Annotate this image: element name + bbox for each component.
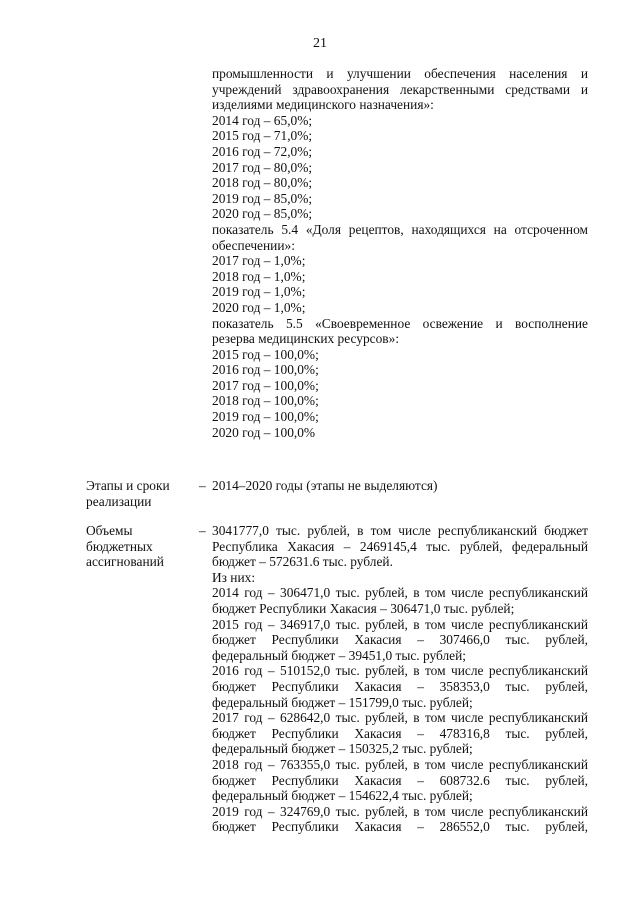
text-line: 2019 год – 85,0%; — [212, 190, 313, 206]
text-line: 3041777,0 тыс. рублей, в том числе республиканский бюджет — [212, 523, 588, 538]
text-line: учреждений здравоохранения лекарственными средствами и — [212, 81, 588, 97]
text-line: 2020 год – 100,0% — [212, 424, 316, 440]
text-line: резерва медицинских ресурсов»: — [212, 331, 400, 347]
text-line: 2014–2020 годы (этапы не выделяются) — [212, 478, 438, 493]
text-line: 2019 год – 1,0%; — [212, 284, 306, 300]
text-line: федеральный бюджет – 150325,2 тыс. рублей; — [212, 741, 473, 757]
stages-label — [86, 478, 196, 509]
text-line: 2017 год – 80,0%; — [212, 159, 313, 175]
text-line: 2015 год – 71,0%; — [212, 128, 313, 144]
indicators-block — [212, 66, 588, 440]
stages-dash: – — [199, 478, 206, 493]
text-line: 2017 год – 100,0%; — [212, 377, 319, 393]
text-line: обеспечении»: — [212, 237, 295, 253]
funding-dash: – — [199, 523, 206, 538]
text-line: 2017 год – 1,0%; — [212, 253, 306, 269]
text-line: 2016 год – 100,0%; — [212, 362, 319, 378]
text-line: 2014 год – 306471,0 тыс. рублей, в том числе республиканский — [212, 585, 588, 601]
text-line: 2016 год – 72,0%; — [212, 143, 313, 159]
text-line: бюджет Республики Хакасия – 286552,0 тыс. рублей, — [212, 819, 588, 835]
text-line: федеральный бюджет – 39451,0 тыс. рублей; — [212, 647, 467, 663]
label-line: ассигнований — [86, 554, 164, 570]
text-line: показатель 5.5 «Своевременное освежение и восполнение — [212, 315, 588, 331]
text-line: бюджет Республики Хакасия – 478316,8 тыс. рублей, — [212, 725, 588, 741]
stages-text — [212, 478, 588, 494]
text-line: федеральный бюджет – 154622,4 тыс. рублей; — [212, 788, 473, 804]
text-line: 2020 год – 1,0%; — [212, 299, 306, 315]
text-line: 2018 год – 80,0%; — [212, 175, 313, 191]
text-line: 2016 год – 510152,0 тыс. рублей, в том числе республиканский — [212, 663, 588, 679]
label-line: бюджетных — [86, 538, 153, 554]
text-line: показатель 5.4 «Доля рецептов, находящихся на отсроченном — [212, 221, 588, 237]
label-line: Этапы и сроки — [86, 478, 170, 493]
funding-label — [86, 523, 196, 570]
text-line: бюджет Республики Хакасия – 608732.6 тыс. рублей, — [212, 772, 588, 788]
text-line: 2015 год – 100,0%; — [212, 346, 319, 362]
page-number: 21 — [313, 36, 327, 51]
text-line: бюджет Республики Хакасия – 358353,0 тыс. рублей, — [212, 678, 588, 694]
text-line: бюджет – 572631.6 тыс. рублей. — [212, 554, 393, 570]
text-line: бюджет Республики Хакасия – 307466,0 тыс. рублей, — [212, 632, 588, 648]
funding-text — [212, 523, 588, 835]
text-line: изделиями медицинского назначения»: — [212, 97, 434, 113]
text-line: 2014 год – 65,0%; — [212, 112, 313, 128]
text-line: 2019 год – 100,0%; — [212, 409, 319, 425]
text-line: 2019 год – 324769,0 тыс. рублей, в том числе республиканский — [212, 803, 588, 819]
text-line: Республика Хакасия – 2469145,4 тыс. рублей, федеральный — [212, 538, 588, 554]
text-line: 2018 год – 1,0%; — [212, 268, 306, 284]
label-line: реализации — [86, 493, 152, 509]
label-line: Объемы — [86, 523, 133, 538]
text-line: 2017 год – 628642,0 тыс. рублей, в том числе республиканский — [212, 710, 588, 726]
text-line: 2015 год – 346917,0 тыс. рублей, в том числе республиканский — [212, 616, 588, 632]
text-line: 2020 год – 85,0%; — [212, 206, 313, 222]
text-line: Из них: — [212, 569, 256, 585]
text-line: 2018 год – 100,0%; — [212, 393, 319, 409]
text-line: федеральный бюджет – 151799,0 тыс. рублей; — [212, 694, 473, 710]
text-line: 2018 год – 763355,0 тыс. рублей, в том числе республиканский — [212, 756, 588, 772]
text-line: бюджет Республики Хакасия – 306471,0 тыс. рублей; — [212, 600, 515, 616]
text-line: промышленности и улучшении обеспечения населения и — [212, 66, 588, 81]
